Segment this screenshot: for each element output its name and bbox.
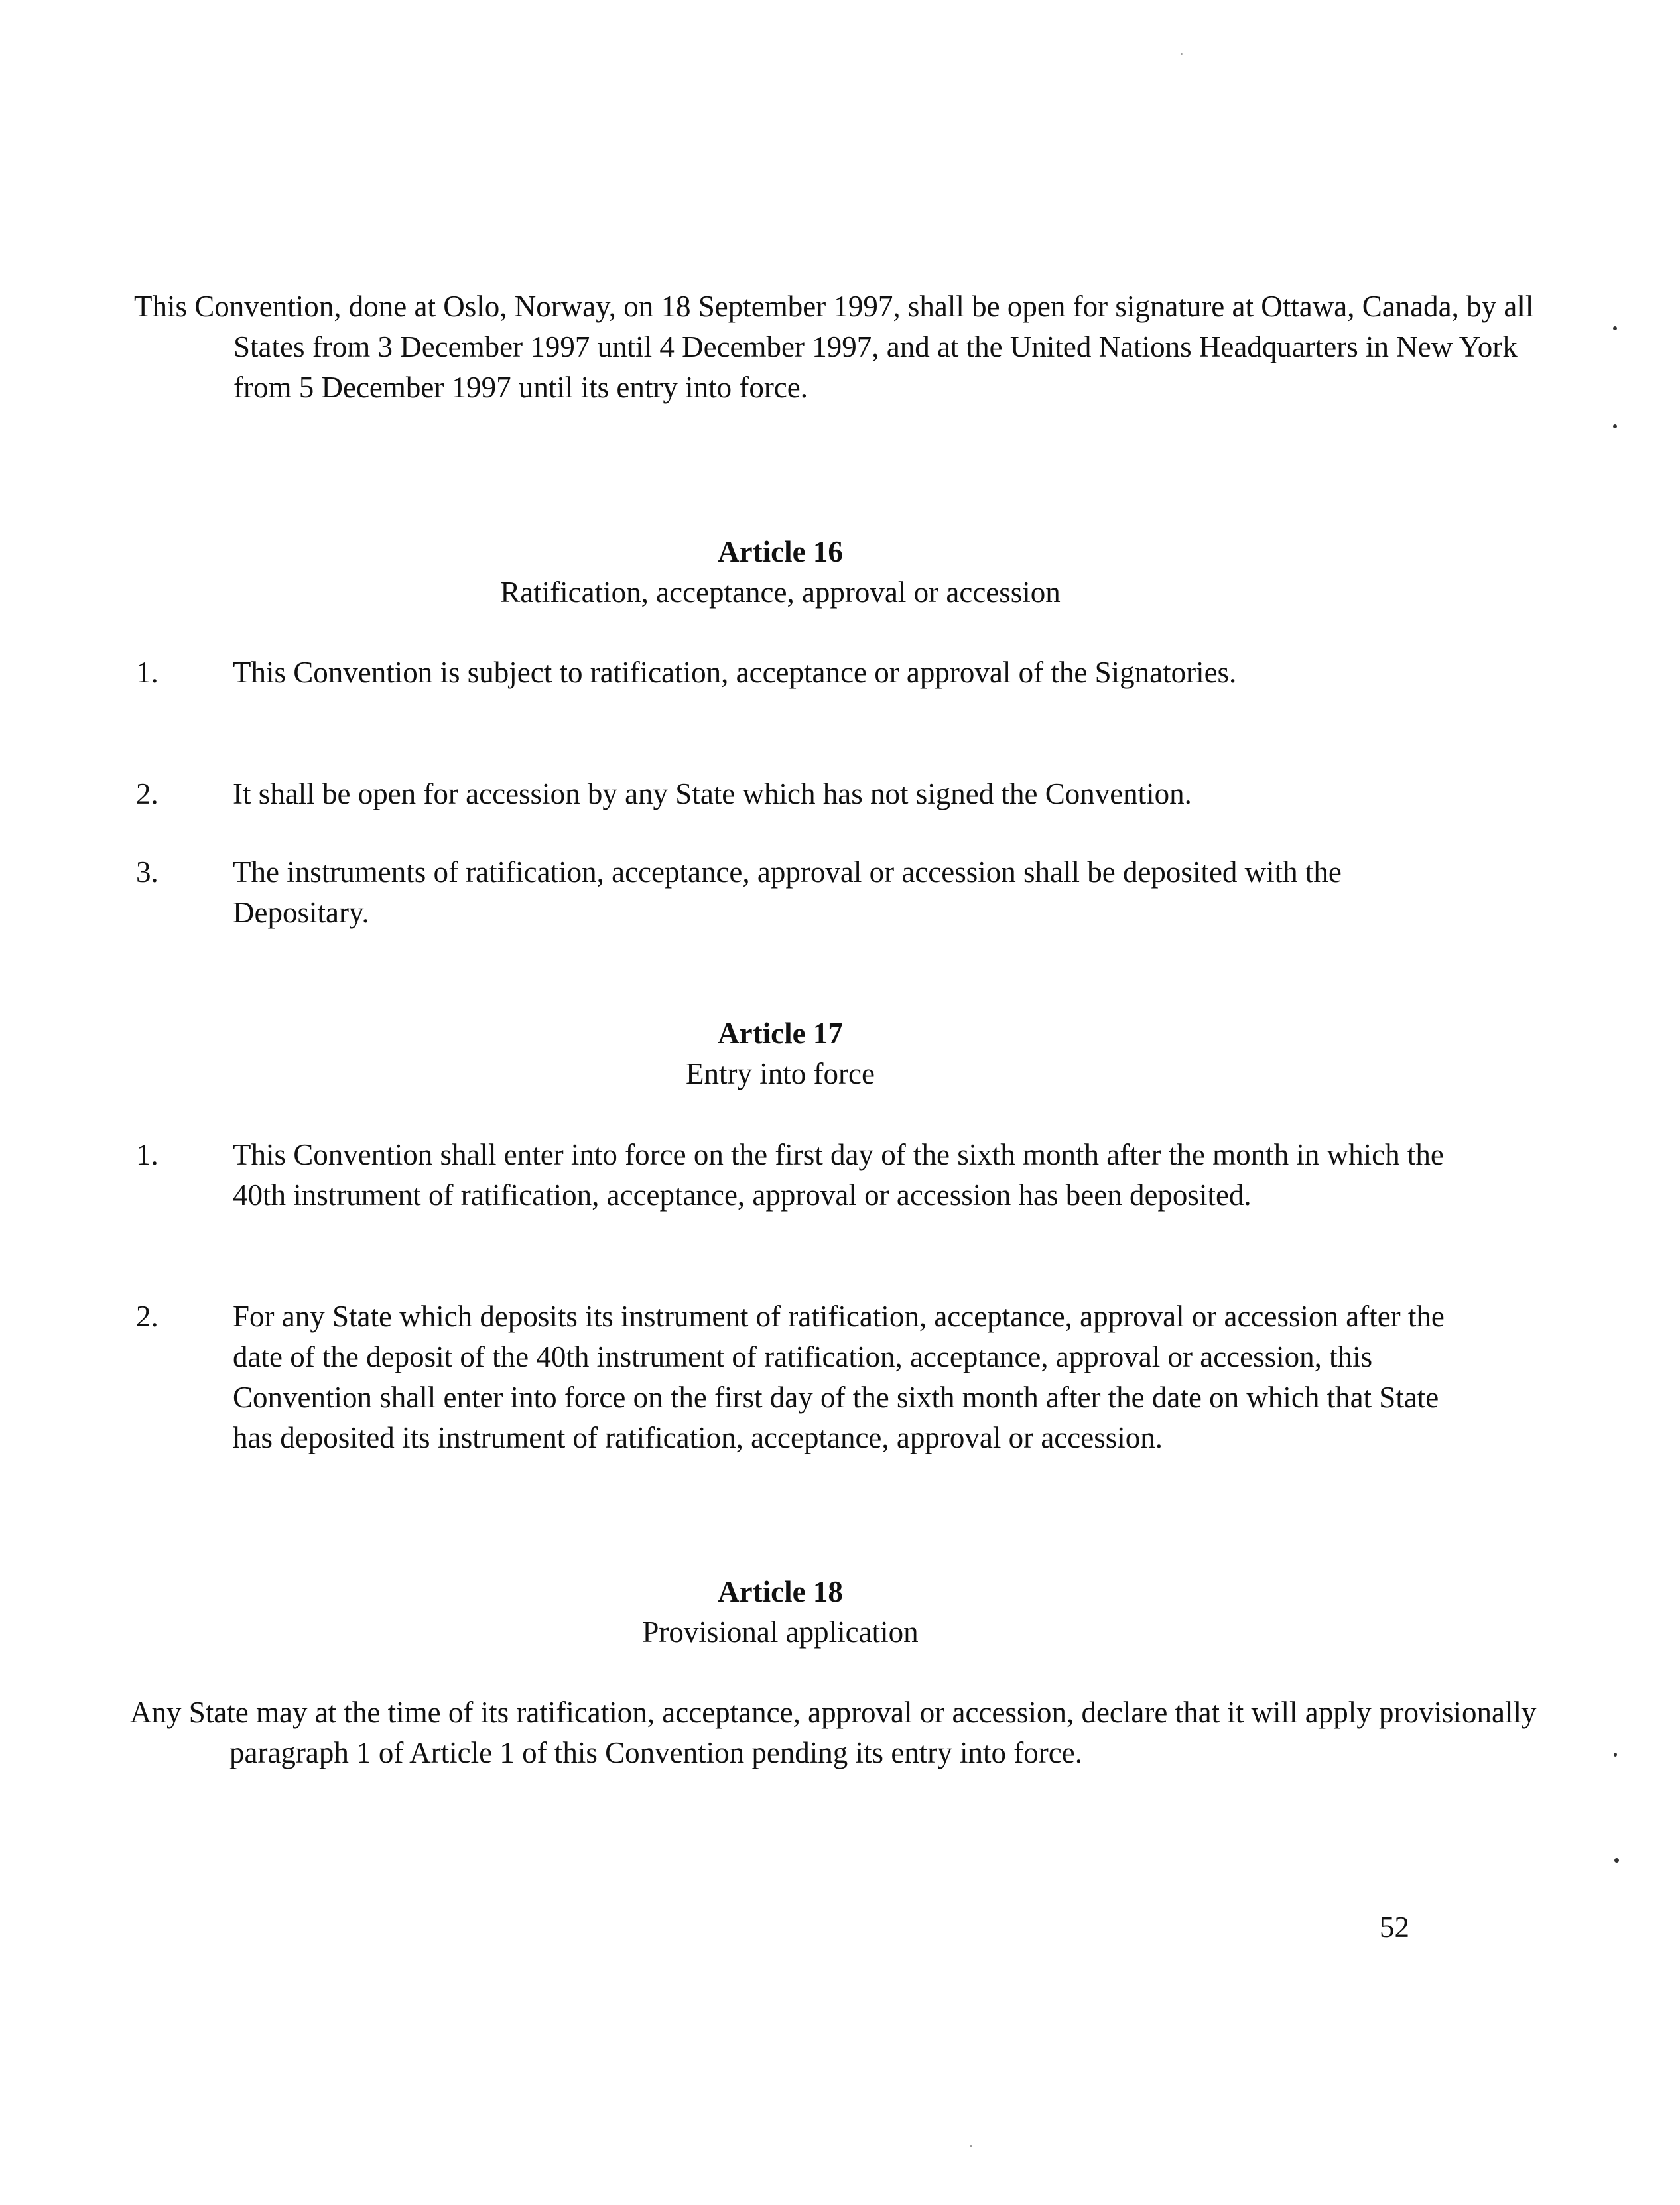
opening-paragraph: This Convention, done at Oslo, Norway, on 18 September 1997, shall be open for signature at Ottawa, Canada, by all States from 3 December 1997 until 4 December 1997, and at the United Nations Headquarters in New York from 5 December 1997 until its entry into force. (134, 290, 1534, 404)
item-marker: 1. (136, 1138, 159, 1171)
item-text: The instruments of ratification, acceptance, approval or accession shall be deposited with the Depositary. (233, 855, 1342, 929)
article-17-item-2 (136, 1296, 1456, 1458)
article-17-title: Entry into force (686, 1057, 875, 1090)
article-18-title: Provisional application (642, 1615, 919, 1649)
article-17-number: Article 17 (718, 1017, 843, 1050)
article-17-heading (0, 1013, 1561, 1094)
item-text: It shall be open for accession by any State which has not signed the Convention. (233, 777, 1192, 810)
item-marker: 2. (136, 1300, 159, 1333)
item-marker: 1. (136, 656, 159, 689)
scan-speck (1613, 424, 1617, 428)
item-text: This Convention is subject to ratification, acceptance or approval of the Signatories. (233, 656, 1237, 689)
scan-speck (1181, 53, 1183, 55)
article-17-item-1 (136, 1135, 1456, 1216)
article-18-paragraph: Any State may at the time of its ratification, acceptance, approval or accession, declare that it will apply provisionally paragraph 1 of Article 1 of this Convention pending its entry into force. (130, 1696, 1537, 1769)
scan-speck (1614, 1753, 1617, 1757)
article-16-heading (0, 532, 1561, 613)
article-16-number: Article 16 (718, 535, 843, 568)
item-marker: 2. (136, 777, 159, 810)
page-number: 52 (1380, 1911, 1409, 1944)
scan-speck (1613, 326, 1617, 330)
article-16-item-3 (136, 852, 1456, 933)
article-16-item-2 (136, 774, 1456, 814)
article-16-item-1 (136, 653, 1456, 693)
article-18-number: Article 18 (718, 1575, 843, 1608)
scan-speck (970, 2145, 972, 2147)
item-text: This Convention shall enter into force on the first day of the sixth month after the month in which the 40th instrument of ratification, acceptance, approval or accession has been deposited. (233, 1138, 1444, 1212)
article-16-title: Ratification, acceptance, approval or accession (500, 576, 1061, 609)
article-18-heading (0, 1572, 1561, 1653)
scan-speck (1614, 1858, 1619, 1863)
item-marker: 3. (136, 855, 159, 889)
item-text: For any State which deposits its instrument of ratification, acceptance, approval or accession after the date of the deposit of the 40th instrument of ratification, acceptance, approval or accession, this Convention shall enter into force on the first day of the sixth month after the date on which that State has deposited its instrument of ratification, acceptance, approval or accession. (233, 1300, 1445, 1454)
